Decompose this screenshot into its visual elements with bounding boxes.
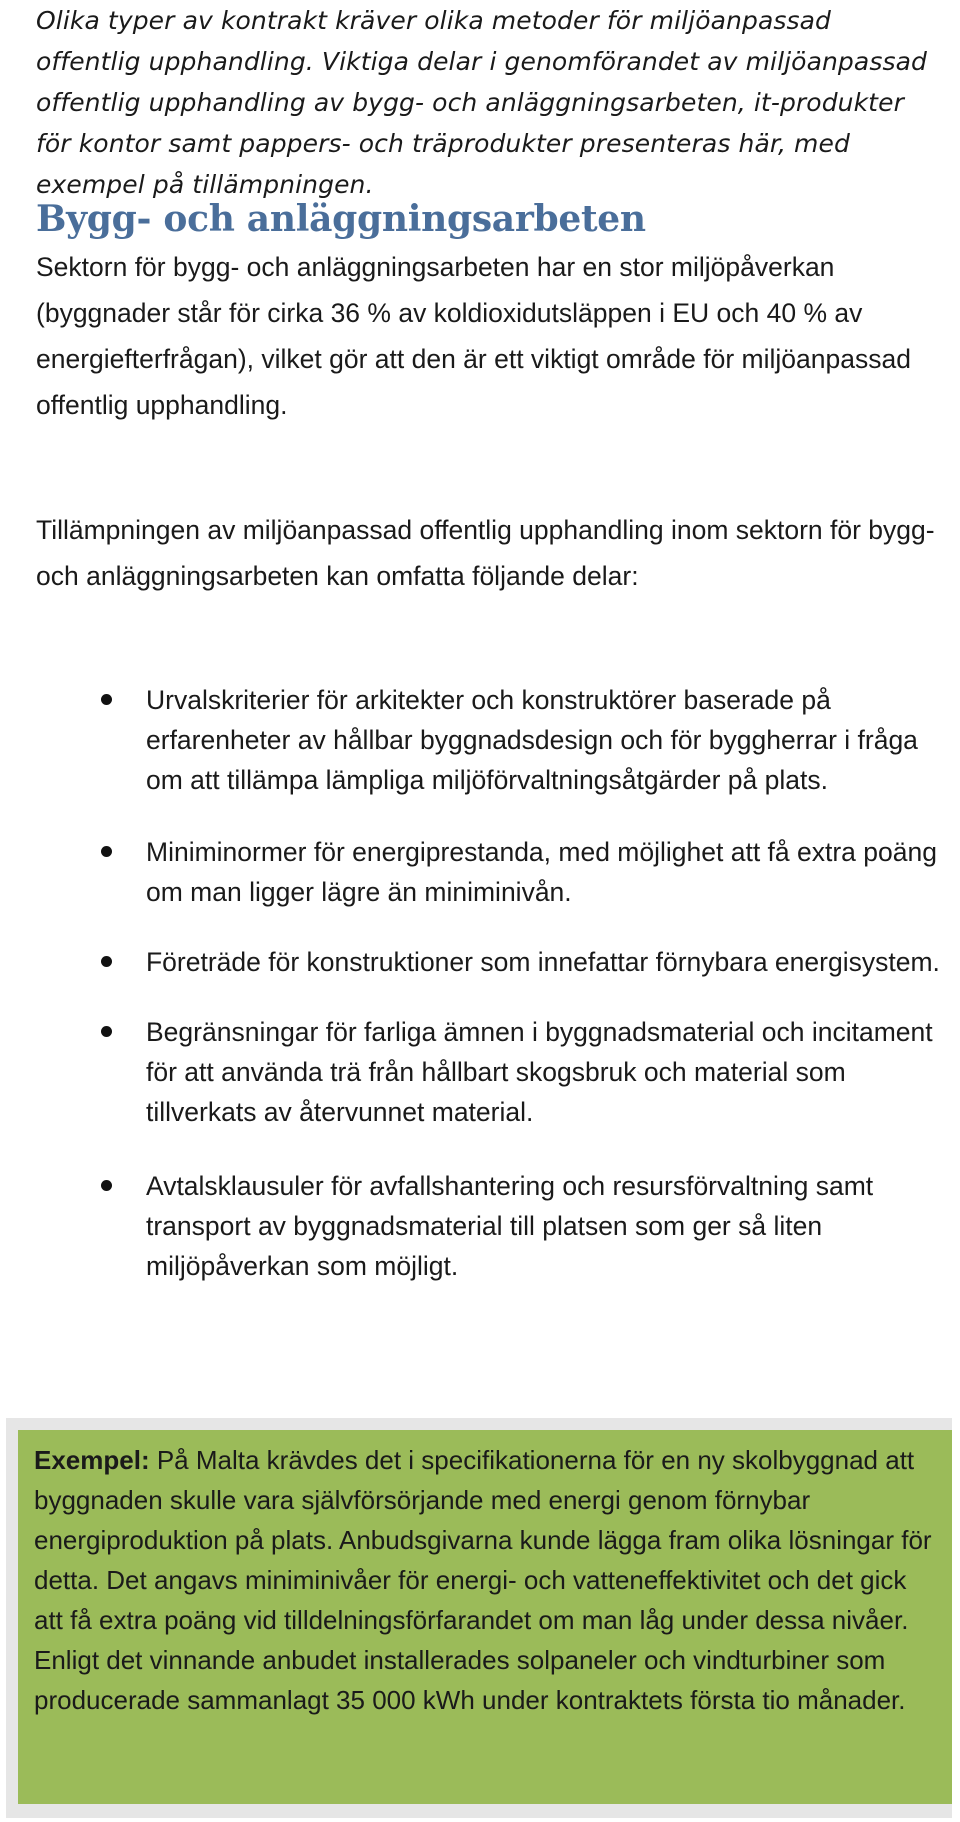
body-paragraph-2: Tillämpningen av miljöanpassad offentlig upphandling inom sektorn för bygg- och anläggningsarbeten kan omfatta följande delar: bbox=[36, 515, 935, 591]
list-item bbox=[0, 1012, 960, 1132]
example-label: Exempel: bbox=[34, 1445, 150, 1475]
body-paragraph-1: Sektorn för bygg- och anläggningsarbeten har en stor miljöpåverkan (byggnader står för cirka 36 % av koldioxidutsläppen i EU och 40 % av energiefterfrågan), vilket gör att den är ett viktigt område för miljöanpassad offentlig upphandling. bbox=[36, 252, 911, 420]
list-item bbox=[0, 1166, 960, 1286]
bullet-list bbox=[0, 680, 960, 1286]
list-item-text: Urvalskriterier för arkitekter och konstruktörer baserade på erfarenheter av hållbar byggnadsdesign och för byggherrar i fråga om att tillämpa lämpliga miljöförvaltningsåtgärder på plats. bbox=[146, 685, 918, 795]
list-item bbox=[0, 942, 960, 982]
list-item-text: Företräde för konstruktioner som innefattar förnybara energisystem. bbox=[146, 947, 940, 977]
bullet-icon bbox=[101, 1180, 112, 1191]
section-heading: Bygg- och anläggningsarbeten bbox=[36, 198, 646, 240]
example-body: På Malta krävdes det i specifikationerna för en ny skolbyggnad att byggnaden skulle vara självförsörjande med energi genom förnybar energiproduktion på plats. Anbudsgivarna kunde lägga fram olika lösningar för detta. Det angavs miniminivåer för energi- och vatteneffektivitet och det gick att få extra poäng vid tilldelningsförfarandet om man låg under dessa nivåer. Enligt det vinnande anbudet installerades solpaneler och vindturbiner som producerade sammanlagt 35 000 kWh under kontraktets första tio månader. bbox=[34, 1445, 932, 1715]
list-item-text: Miniminormer för energiprestanda, med möjlighet att få extra poäng om man ligger lägre än miniminivån. bbox=[146, 837, 937, 907]
list-item bbox=[0, 680, 960, 800]
bullet-icon bbox=[101, 694, 112, 705]
list-item bbox=[0, 832, 960, 912]
intro-paragraph: Olika typer av kontrakt kräver olika metoder för miljöanpassad offentlig upphandling. Viktiga delar i genomförandet av miljöanpassad offentlig upphandling av bygg- och anläggningsarbeten, it-produkter för kontor samt pappers- och träprodukter presenteras här, med exempel på tillämpningen. bbox=[36, 6, 927, 199]
bullet-icon bbox=[101, 956, 112, 967]
bullet-icon bbox=[101, 846, 112, 857]
example-text bbox=[34, 1440, 940, 1720]
example-box-frame bbox=[6, 1418, 952, 1818]
list-item-text: Avtalsklausuler för avfallshantering och resursförvaltning samt transport av byggnadsmaterial till platsen som ger så liten miljöpåverkan som möjligt. bbox=[146, 1171, 874, 1281]
list-item-text: Begränsningar för farliga ämnen i byggnadsmaterial och incitament för att använda trä från hållbart skogsbruk och material som tillverkats av återvunnet material. bbox=[146, 1017, 933, 1127]
example-box bbox=[18, 1430, 952, 1804]
bullet-icon bbox=[101, 1026, 112, 1037]
